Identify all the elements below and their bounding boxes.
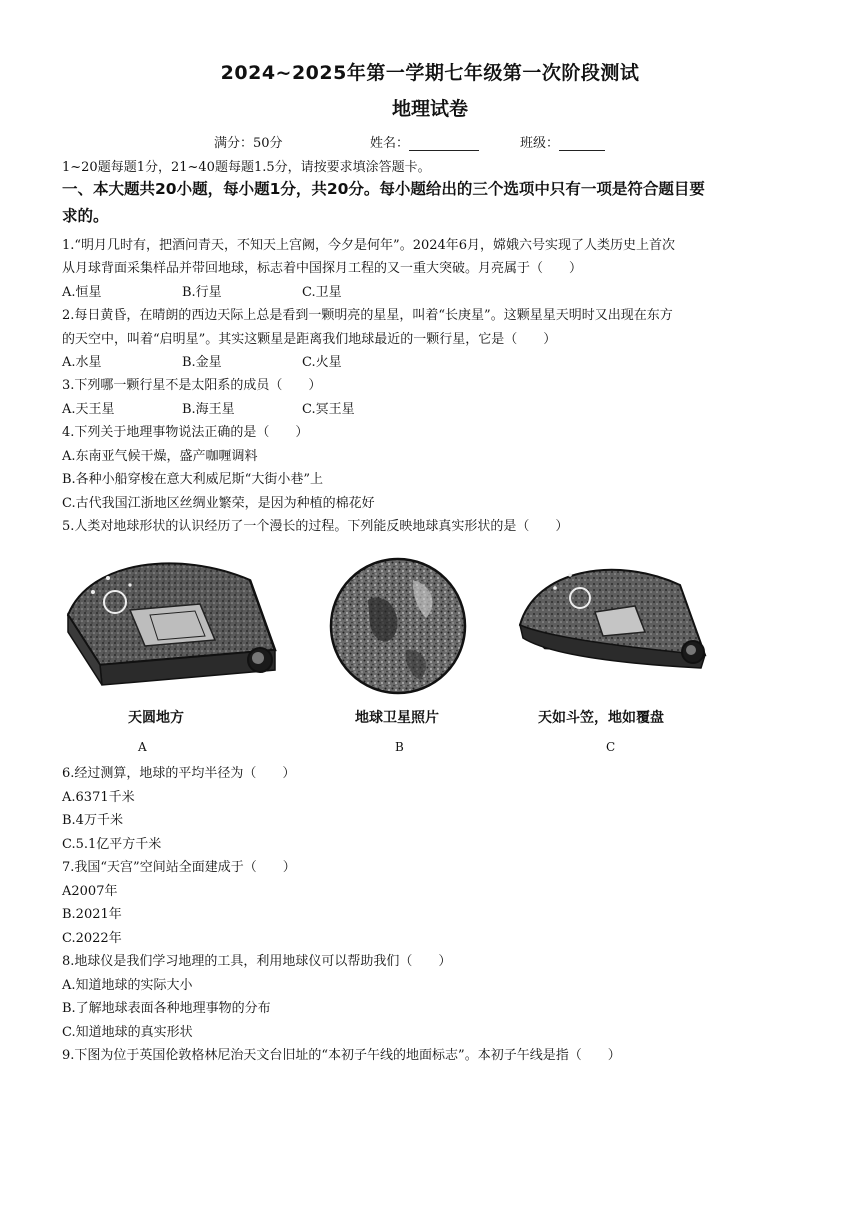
q1-stem-line-2: 从月球背面采集样品并带回地球，标志着中国探月工程的又一重大突破。月亮属于（ ）	[62, 261, 583, 276]
exam-title: 2024~2025年第一学期七年级第一次阶段测试	[220, 62, 640, 84]
q6-option-b[interactable]: B.4万千米	[62, 813, 123, 828]
q8-option-c[interactable]: C.知道地球的真实形状	[62, 1025, 193, 1040]
q9-stem: 9.下图为位于英国伦敦格林尼治天文台旧址的“本初子午线的地面标志”。本初子午线是指（ ）	[62, 1048, 621, 1063]
q5-letter-c[interactable]: C	[606, 740, 616, 754]
q7-option-a[interactable]: A2007年	[62, 884, 118, 899]
q8-option-b[interactable]: B.了解地球表面各种地理事物的分布	[62, 1001, 271, 1016]
q3-option-b[interactable]: B.海王星	[182, 402, 235, 417]
name-label: 姓名：	[370, 136, 410, 151]
exam-subtitle: 地理试卷	[391, 98, 468, 120]
section-1-line-1: 一、本大题共20小题，每小题1分，共20分。每小题给出的三个选项中只有一项是符合题目要	[62, 180, 705, 198]
q4-stem: 4.下列关于地理事物说法正确的是（ ）	[62, 425, 309, 440]
q2-stem-line-2: 的天空中，叫着“启明星”。其实这颗星是距离我们地球最近的一颗行星，它是（ ）	[62, 332, 557, 347]
q7-option-b[interactable]: B.2021年	[62, 907, 122, 922]
name-blank[interactable]	[409, 136, 479, 151]
q6-stem: 6.经过测算，地球的平均半径为（ ）	[62, 766, 296, 781]
q2-option-b[interactable]: B.金星	[182, 355, 222, 370]
q4-option-c[interactable]: C.古代我国江浙地区丝绸业繁荣，是因为种植的棉花好	[62, 496, 375, 511]
section-1-heading	[62, 176, 802, 230]
q5-stem: 5.人类对地球形状的认识经历了一个漫长的过程。下列能反映地球真实形状的是（ ）	[62, 519, 569, 534]
q3-stem: 3.下列哪一颗行星不是太阳系的成员（ ）	[62, 378, 322, 393]
instruction-text: 1~20题每题1分，21~40题每题1.5分，请按要求填涂答题卡。	[62, 160, 431, 175]
q5-letter-b[interactable]: B	[395, 740, 404, 754]
q6-option-c[interactable]: C.5.1亿平方千米	[62, 837, 162, 852]
q2-option-c[interactable]: C.火星	[302, 355, 342, 370]
q2-stem-line-1: 2.每日黄昏，在晴朗的西边天际上总是看到一颗明亮的星星，叫着“长庚星”。这颗星星天明时又出现在东方	[62, 308, 673, 323]
q7-stem: 7.我国“天宫”空间站全面建成于（ ）	[62, 860, 296, 875]
q1-option-a[interactable]: A.恒星	[62, 285, 102, 300]
q4-option-b[interactable]: B.各种小船穿梭在意大利威尼斯“大街小巷”上	[62, 472, 323, 487]
q5-caption-b: 地球卫星照片	[355, 710, 439, 726]
dome-illustration-a	[60, 540, 290, 735]
score-label: 满分：50分	[214, 136, 283, 151]
q6-option-a[interactable]: A.6371千米	[62, 790, 135, 805]
section-1-line-2: 求的。	[62, 207, 109, 225]
q5-caption-c: 天如斗笠，地如覆盘	[538, 710, 664, 726]
q5-figure-b[interactable]	[328, 540, 468, 710]
class-blank[interactable]	[559, 136, 605, 151]
q3-option-a[interactable]: A.天王星	[62, 402, 115, 417]
q5-figure-c[interactable]	[515, 540, 715, 710]
q5-caption-a: 天圆地方	[128, 710, 184, 726]
q5-letter-a[interactable]: A	[138, 740, 147, 754]
earth-satellite-photo	[328, 540, 468, 710]
q8-option-a[interactable]: A.知道地球的实际大小	[62, 978, 193, 993]
q4-option-a[interactable]: A.东南亚气候干燥，盛产咖喱调料	[62, 449, 258, 464]
class-field[interactable]	[520, 132, 605, 151]
q3-option-c[interactable]: C.冥王星	[302, 402, 355, 417]
q5-figure-a[interactable]	[60, 540, 290, 735]
q7-option-c[interactable]: C.2022年	[62, 931, 122, 946]
dome-illustration-c	[515, 540, 715, 710]
q1-option-b[interactable]: B.行星	[182, 285, 222, 300]
class-label: 班级：	[520, 136, 560, 151]
q8-stem: 8.地球仪是我们学习地理的工具，利用地球仪可以帮助我们（ ）	[62, 954, 452, 969]
q2-option-a[interactable]: A.水星	[62, 355, 102, 370]
q1-stem-line-1: 1.“明月几时有，把酒问青天，不知天上宫阙，今夕是何年”。2024年6月，嫦娥六号实现了人类历史上首次	[62, 238, 676, 253]
q1-option-c[interactable]: C.卫星	[302, 285, 342, 300]
name-field[interactable]	[370, 132, 479, 151]
